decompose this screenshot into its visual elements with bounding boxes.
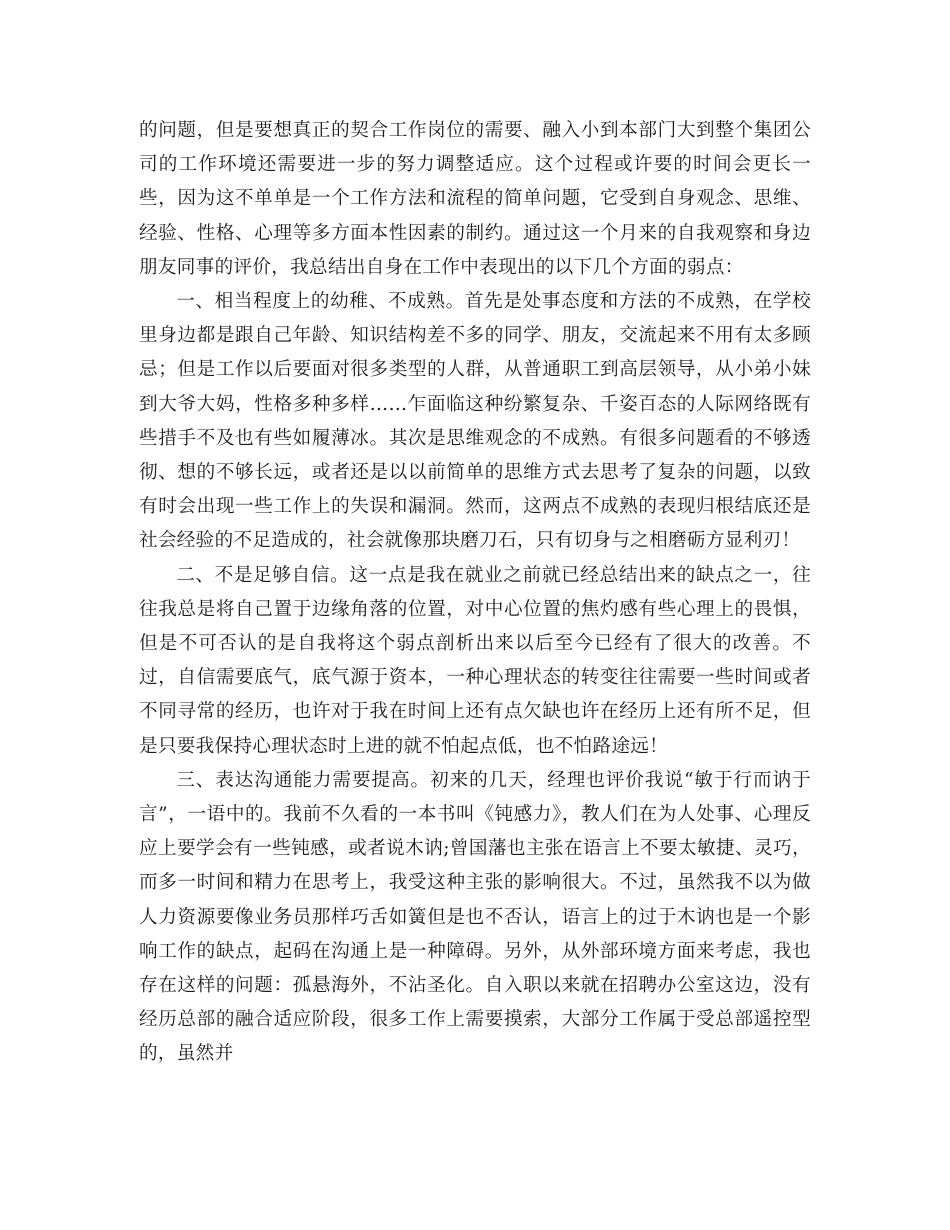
document-page: [139, 114, 811, 1072]
paragraph-weakness-immaturity: 一、相当程度上的幼稚、不成熟。首先是处事态度和方法的不成熟，在学校里身边都是跟自己年龄、知识结构差不多的同学、朋友，交流起来不用有太多顾忌；但是工作以后要面对很多类型的人群，从普通职工到高层领导，从小弟小妹到大爷大妈，性格多种多样……乍面临这种纷繁复杂、千姿百态的人际网络既有些措手不及也有些如履薄冰。其次是思维观念的不成熟。有很多问题看的不够透彻、想的不够长远，或者还是以以前简单的思维方式去思考了复杂的问题，以致有时会出现一些工作上的失误和漏洞。然而，这两点不成熟的表现归根结底还是社会经验的不足造成的，社会就像那块磨刀石，只有切身与之相磨砺方显利刃！: [139, 291, 811, 552]
paragraph-intro: 的问题，但是要想真正的契合工作岗位的需要、融入小到本部门大到整个集团公司的工作环境还需要进一步的努力调整适应。这个过程或许要的时间会更长一些，因为这不单单是一个工作方法和流程的简单问题，它受到自身观念、思维、经验、性格、心理等多方面本性因素的制约。通过这一个月来的自我观察和身边朋友同事的评价，我总结出自身在工作中表现出的以下几个方面的弱点：: [139, 120, 811, 278]
paragraph-weakness-confidence: 二、不是足够自信。这一点是我在就业之前就已经总结出来的缺点之一，往往我总是将自己置于边缘角落的位置，对中心位置的焦灼感有些心理上的畏惧，但是不可否认的是自我将这个弱点剖析出来以后至今已经有了很大的改善。不过，自信需要底气，底气源于资本，一种心理状态的转变往往需要一些时间或者不同寻常的经历，也许对于我在时间上还有点欠缺也许在经历上还有所不足，但是只要我保持心理状态时上进的就不怕起点低，也不怕路途远！: [139, 564, 811, 757]
paragraph-weakness-communication: 三、表达沟通能力需要提高。初来的几天，经理也评价我说“敏于行而讷于言”，一语中的。我前不久看的一本书叫《钝感力》，教人们在为人处事、心理反应上要学会有一些钝感，或者说木讷;曾国藩也主张在语言上不要太敏捷、灵巧，而多一时间和精力在思考上，我受这种主张的影响很大。不过，虽然我不以为做人力资源要像业务员那样巧舌如簧但是也不否认，语言上的过于木讷也是一个影响工作的缺点，起码在沟通上是一种障碍。另外，从外部环境方面来考虑，我也存在这样的问题：孤悬海外，不沾圣化。自入职以来就在招聘办公室这边，没有经历总部的融合适应阶段，很多工作上需要摸索，大部分工作属于受总部遥控型的，虽然并: [139, 769, 811, 1065]
